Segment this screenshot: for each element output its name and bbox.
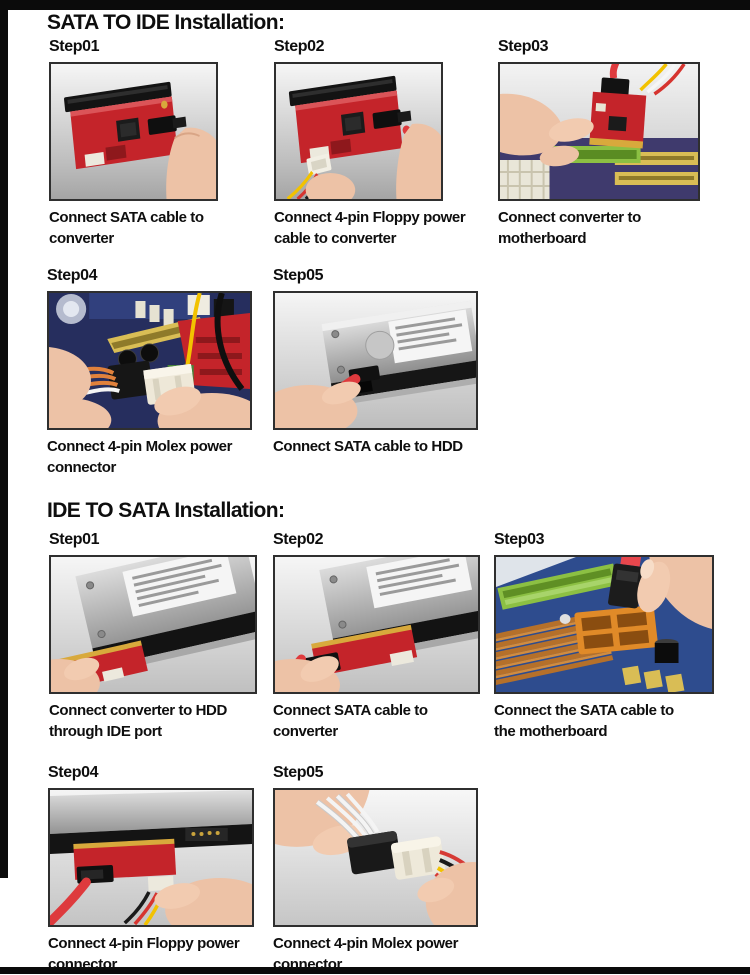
step-label: Step05: [273, 764, 324, 781]
step-caption: Connect 4-pin Molex power connector: [273, 935, 459, 973]
page-frame-left: [0, 0, 8, 878]
floppy-power-connector-illustration: [50, 790, 252, 925]
sata-cable-to-converter-on-hdd-illustration: [275, 557, 478, 692]
section-title-sata-to-ide: SATA TO IDE Installation:: [47, 11, 285, 34]
step-label: Step04: [48, 764, 99, 781]
step-caption: Connect 4-pin Molex power connector: [47, 438, 233, 476]
step-card: [49, 530, 257, 742]
molex-power-connector-illustration: [49, 293, 250, 428]
photo-sata-cable-to-motherboard: [494, 555, 714, 694]
photo-floppy-power-connector: [48, 788, 254, 927]
step-caption: Connect converter to motherboard: [498, 209, 641, 247]
photo-converter-to-motherboard: [498, 62, 700, 201]
step-card: [274, 37, 466, 249]
step-caption: Connect converter to HDD through IDE port: [49, 702, 227, 740]
step-label: Step02: [274, 38, 325, 55]
step-label: Step05: [273, 267, 324, 284]
step-caption: Connect SATA cable to converter: [273, 702, 428, 740]
step-caption: Connect 4-pin Floppy power cable to converter: [274, 209, 466, 247]
sata-cable-to-motherboard-illustration: [496, 557, 712, 692]
molex-power-connector-join-illustration: [275, 790, 476, 925]
step-label: Step04: [47, 267, 98, 284]
step-label: Step02: [273, 531, 324, 548]
step-label: Step01: [49, 38, 100, 55]
step-card: [48, 763, 254, 975]
step-caption: Connect SATA cable to HDD: [273, 438, 463, 455]
photo-molex-power-connector-join: [273, 788, 478, 927]
photo-sata-cable-to-converter: [49, 62, 218, 201]
step-card: [273, 763, 478, 975]
step-label: Step01: [49, 531, 100, 548]
step-card: [498, 37, 700, 249]
step-caption: Connect 4-pin Floppy power connector: [48, 935, 240, 973]
converter-to-hdd-ide-port-illustration: [51, 557, 255, 692]
step-card: [273, 266, 478, 457]
step-label: Step03: [494, 531, 545, 548]
step-caption: Connect the SATA cable to the motherboard: [494, 702, 674, 740]
step-card: [49, 37, 218, 249]
photo-sata-cable-to-converter-on-hdd: [273, 555, 480, 694]
step-label: Step03: [498, 38, 549, 55]
step-card: [494, 530, 714, 742]
step-card: [273, 530, 480, 742]
photo-converter-to-hdd-ide-port: [49, 555, 257, 694]
photo-molex-power-connector: [47, 291, 252, 430]
step-caption: Connect SATA cable to converter: [49, 209, 204, 247]
photo-sata-cable-to-hdd: [273, 291, 478, 430]
page-frame-top: [0, 0, 750, 10]
floppy-power-cable-to-converter-illustration: [276, 64, 441, 199]
sata-cable-to-hdd-illustration: [275, 293, 476, 428]
photo-floppy-power-cable-to-converter: [274, 62, 443, 201]
converter-to-motherboard-illustration: [500, 64, 698, 199]
sata-cable-to-converter-illustration: [51, 64, 216, 199]
step-card: [47, 266, 252, 478]
section-title-ide-to-sata: IDE TO SATA Installation:: [47, 499, 285, 522]
